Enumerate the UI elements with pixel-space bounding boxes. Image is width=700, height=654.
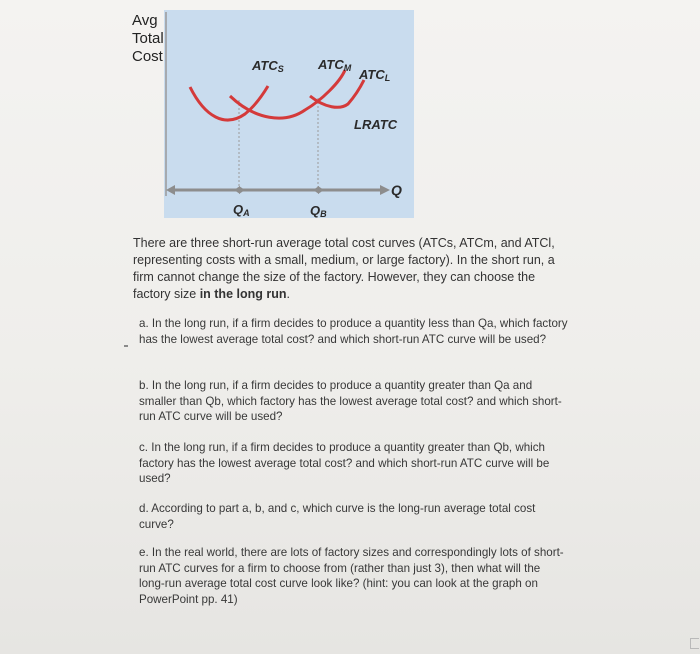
corner-fragment (690, 638, 699, 649)
intro-text: There are three short-run average total cost curves (ATCs, ATCm, and ATCl, representing costs with a small, medium, or large factory). In the short run, a firm cannot change the size of the factory. However, they can choose the factory size (133, 236, 555, 301)
x-axis-right-arrow (380, 185, 390, 195)
cost-curves-graph (0, 0, 700, 230)
question-c: c. In the long run, if a firm decides to produce a quantity greater than Qb, which factory has the lowest average total cost? and which short-run ATC curve will be used? (139, 441, 550, 485)
atcl-label: ATCL (359, 67, 391, 83)
y-axis-label-line-2: Total (132, 30, 164, 47)
lratc-label: LRATC (354, 117, 398, 132)
question-d: d. According to part a, b, and c, which curve is the long-run average total cost curve? (139, 502, 536, 531)
question-e: e. In the real world, there are lots of factory sizes and correspondingly lots of short-run ATC curves for a firm to choose from (rather than just 3), then what will the long-run average total cost curve look like? (hint: you can look at the graph on PowerPoint pp. 41) (139, 546, 564, 606)
question-a: a. In the long run, if a firm decides to produce a quantity less than Qa, which factory has the lowest average total cost? and which short-run ATC curve will be used? (139, 317, 568, 346)
y-axis-label-line-1: Avg (132, 12, 158, 29)
qb-right-tick (318, 186, 324, 194)
x-axis-left-arrow (166, 185, 175, 195)
qa-label: QA (233, 202, 250, 218)
y-axis-label-line-3: Cost (132, 48, 163, 65)
bullet-marker (124, 345, 128, 347)
intro-bold-text: in the long run (199, 287, 287, 301)
qb-label: QB (310, 203, 327, 219)
question-b: b. In the long run, if a firm decides to produce a quantity greater than Qa and smaller than Qb, which factory has the lowest average total cost? and which short-run ATC curve will be used? (139, 379, 562, 423)
intro-period: . (286, 287, 290, 301)
atcs-label: ATCS (252, 58, 284, 74)
qa-right-tick (239, 186, 245, 194)
atcm-curve (230, 70, 345, 118)
x-axis-q-label: Q (391, 182, 402, 198)
intro-paragraph (133, 235, 573, 303)
atcm-label: ATCM (318, 57, 352, 73)
